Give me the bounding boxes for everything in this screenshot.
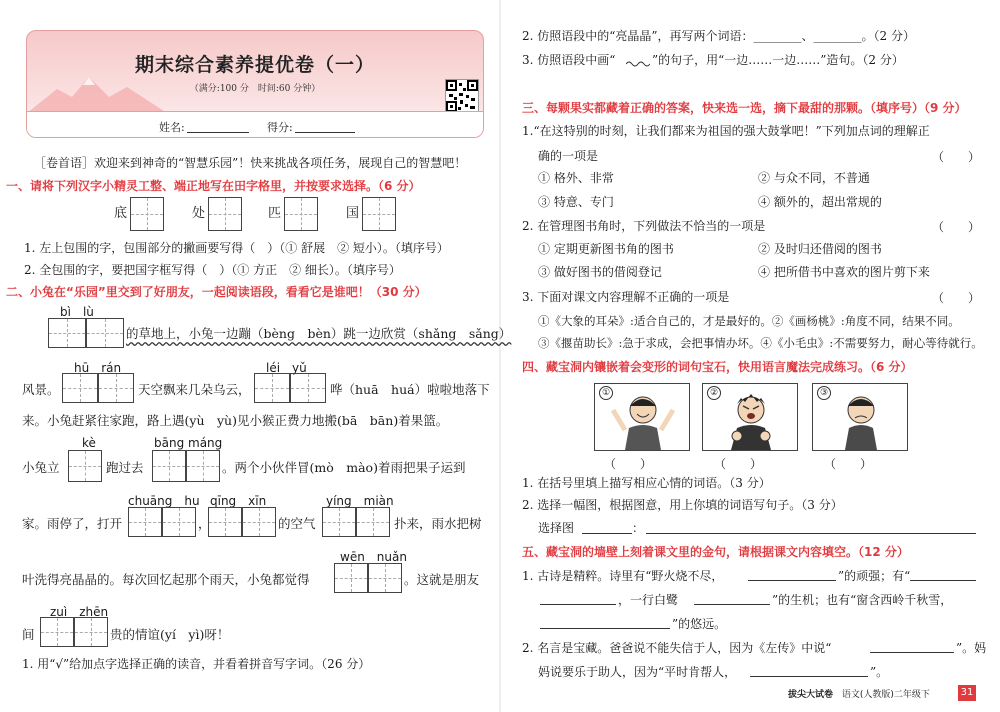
quote-blank-1[interactable]: [870, 652, 954, 653]
tianzige-box[interactable]: [40, 617, 74, 647]
sec5-q2-a: 2. 名言是宝藏。爸爸说不能失信于人，因为《左传》中说“: [522, 641, 832, 655]
tianzige-box[interactable]: [128, 507, 162, 537]
passage-line-4b: 跑过去: [106, 460, 144, 475]
tianzige-box[interactable]: [98, 373, 134, 403]
section-1-title: 一、请将下列汉字小精灵工整、端正地写在田字格里，并按要求选择。（6 分）: [6, 179, 421, 193]
section-3-title: 三、每颗果实都藏着正确的答案，快来选一选，摘下最甜的那颗。（填序号）（9 分）: [522, 101, 967, 115]
footer-subject: 语文(人教版)二年级下: [841, 690, 930, 700]
answer-paren[interactable]: （ ）: [824, 457, 873, 471]
footer-brand: 拔尖大试卷: [788, 690, 834, 700]
tianzige-box[interactable]: [254, 373, 290, 403]
pinyin-yingmian: yíng miàn: [326, 494, 394, 508]
exam-title: 期末综合素养提优卷（一）: [134, 54, 375, 76]
answer-paren[interactable]: （ ）: [932, 150, 981, 164]
page-number: 31: [958, 685, 976, 701]
name-label: 姓名:: [159, 121, 185, 134]
sec3-q3-opt-a: ①《大象的耳朵》:适合自己的，才是最好的。②《画杨桃》:角度不同，结果不同。: [538, 314, 960, 328]
sec5-q1-a: 1. 古诗是精粹。诗里有“野火烧不尽，: [522, 569, 724, 583]
sec4-q2: 2. 选择一幅图，根据图意，用上你填的词语写句子。（3 分）: [522, 498, 843, 512]
poem-blank-1[interactable]: [748, 580, 836, 581]
poem-blank-3[interactable]: [540, 604, 616, 605]
sec2-q2: 2. 仿照语段中的“亮晶晶”，再写两个词语：________、________。（2 分）: [522, 29, 915, 43]
tianzige-box[interactable]: [48, 318, 86, 348]
picture-angry-boy[interactable]: [702, 383, 798, 451]
passage-line-5a: 家。雨停了，打开: [22, 516, 123, 531]
char-pi: 匹: [268, 206, 282, 221]
passage-line-7a: 间: [22, 627, 35, 642]
sec2-q1: 1. 用“√”给加点字选择正确的读音，并看着拼音写字词。（26 分）: [22, 657, 371, 671]
tianzige-box[interactable]: [130, 197, 164, 231]
sec5-q2-c: 妈说要乐于助人，因为“平时肯帮人，: [538, 665, 737, 679]
passage-line-5d: 扑来，雨水把树: [394, 516, 482, 531]
passage-line-6a: 叶洗得亮晶晶的。每次回忆起那个雨天，小兔都觉得: [22, 572, 310, 587]
tianzige-box[interactable]: [290, 373, 326, 403]
tianzige-box[interactable]: [68, 450, 102, 482]
footer: [788, 687, 930, 700]
right-page: [500, 0, 1000, 712]
picture-number: ②: [707, 386, 721, 400]
passage-line-2c: 哗（huā huá）啦啦地落下: [330, 382, 490, 397]
passage-line-4a: 小兔立: [22, 460, 60, 475]
quote-blank-2[interactable]: [750, 676, 868, 677]
sec3-q3-opt-b: ③《揠苗助长》:急于求成，会把事情办坏。④《小毛虫》:不需要努力，耐心等待就行。: [538, 336, 983, 350]
sec3-q3-line: 3. 下面对课文内容理解不正确的一项是: [522, 290, 730, 304]
pinyin-leiyu: léi yǔ: [266, 361, 307, 375]
tianzige-box[interactable]: [186, 450, 220, 482]
sec4-colon: ：: [632, 521, 645, 535]
picture-sad-boy[interactable]: [812, 383, 908, 451]
sec3-q1-opt2: ② 与众不同，不普通: [758, 171, 870, 185]
sec3-q1-line1: 1.“在这特别的时刻，让我们都来为祖国的强大鼓掌吧！”下列加点词的理解正: [522, 124, 930, 138]
sec2-q3-b: ”的句子，用“一边……一边……”造句。（2 分）: [652, 53, 904, 67]
sec1-q1: 1. 左上包围的字，包围部分的撇画要写得（ ）（① 舒展 ② 短小）。（填序号）: [24, 241, 449, 255]
sec3-q2-opt2: ② 及时归还借阅的图书: [758, 242, 882, 256]
sec3-q1-opt3: ③ 特意、专门: [538, 195, 614, 209]
name-input[interactable]: [187, 132, 249, 133]
name-score-bar: [27, 111, 483, 138]
pinyin-chuanghu: chuāng hu: [128, 494, 200, 508]
sec3-q2-opt1: ① 定期更新图书角的图书: [538, 242, 674, 256]
tianzige-box[interactable]: [86, 318, 124, 348]
tianzige-box[interactable]: [284, 197, 318, 231]
picture-choice-input[interactable]: [582, 533, 632, 534]
sentence-input[interactable]: [646, 533, 976, 534]
passage-line-4c: 。两个小伙伴冒(mò mào)着雨把果子运到: [222, 460, 466, 475]
section-4-title: 四、藏宝洞内镶嵌着会变形的词句宝石，快用语言魔法完成练习。（6 分）: [522, 360, 913, 374]
poem-blank-2[interactable]: [910, 580, 976, 581]
pinyin-zuizhen: zuì zhēn: [50, 605, 109, 619]
char-chu: 处: [192, 206, 206, 221]
section-5-title: 五、藏宝洞的墙壁上刻着课文里的金句，请根据课文内容填空。（12 分）: [522, 545, 909, 559]
pinyin-qingxin: qīng xīn: [210, 494, 267, 508]
passage-line-5c: 的空气: [278, 516, 316, 531]
sec2-q3-a: 3. 仿照语段中画“: [522, 53, 616, 67]
tianzige-box[interactable]: [334, 563, 368, 593]
picture-number: ①: [599, 386, 613, 400]
sec3-q1-line2: 确的一项是: [538, 149, 599, 163]
sec3-q2-line: 2. 在管理图书角时，下列做法不恰当的一项是: [522, 219, 766, 233]
sec5-q1-d: ”的生机；也有“窗含西岭千秋雪，: [772, 593, 953, 607]
tianzige-box[interactable]: [162, 507, 196, 537]
char-guo: 国: [346, 206, 360, 221]
score-label: 得分:: [267, 121, 293, 134]
tianzige-box[interactable]: [322, 507, 356, 537]
passage-line-6b: 。这就是朋友: [404, 572, 480, 587]
char-di: 底: [114, 206, 128, 221]
exam-header: [26, 30, 484, 138]
sec4-q1: 1. 在括号里填上描写相应心情的词语。（3 分）: [522, 476, 771, 490]
sec5-q2-d: ”。: [870, 665, 889, 679]
tianzige-box[interactable]: [74, 617, 108, 647]
exam-subtitle: （满分:100 分 时间:60 分钟）: [189, 84, 321, 94]
pinyin-ke: kè: [82, 436, 96, 450]
answer-paren[interactable]: （ ）: [932, 291, 981, 305]
answer-paren[interactable]: （ ）: [932, 220, 981, 234]
picture-happy-boy[interactable]: [594, 383, 690, 451]
tianzige-box[interactable]: [62, 373, 98, 403]
tianzige-box[interactable]: [362, 197, 396, 231]
intro-text: ［卷首语］欢迎来到神奇的“智慧乐园”！快来挑战各项任务，展现自己的智慧吧！: [34, 156, 467, 170]
tianzige-box[interactable]: [208, 197, 242, 231]
tianzige-box[interactable]: [152, 450, 186, 482]
poem-blank-4[interactable]: [694, 604, 770, 605]
passage-line-2a: 风景。: [22, 382, 60, 397]
sec3-q2-opt4: ④ 把所借书中喜欢的图片剪下来: [758, 265, 930, 279]
score-input[interactable]: [295, 132, 355, 133]
passage-line-3: 来。小兔赶紧往家跑，路上遇(yù yù)见小猴正费力地搬(bā bān)着果篮。: [22, 413, 449, 428]
passage-line-2b: 天空飘来几朵乌云，: [138, 382, 251, 397]
tianzige-box[interactable]: [356, 507, 390, 537]
sec1-q2: 2. 全包围的字，要把国字框写得（ ）（① 方正 ② 细长）。（填序号）: [24, 263, 401, 277]
pinyin-wennuan: wēn nuǎn: [340, 550, 407, 564]
tianzige-box[interactable]: [368, 563, 402, 593]
passage-line-5b: ，: [198, 516, 211, 531]
passage-line-7b: 贵的情谊(yí yì)呀！: [110, 627, 230, 642]
sec3-q1-opt4: ④ 额外的，超出常规的: [758, 195, 882, 209]
sec5-q1-b: ”的顽强；有“: [838, 569, 911, 583]
sec5-q1-e: ”的悠远。: [672, 617, 727, 631]
answer-paren[interactable]: （ ）: [714, 457, 763, 471]
sec5-q1-c: ，一行白鹭: [618, 593, 679, 607]
pinyin-huran: hū rán: [74, 361, 122, 375]
tianzige-box[interactable]: [242, 507, 276, 537]
tianzige-box[interactable]: [208, 507, 242, 537]
pinyin-bangmang: bāng máng: [154, 436, 223, 450]
sec3-q2-opt3: ③ 做好图书的借阅登记: [538, 265, 662, 279]
passage-line-1: 的草地上，小兔一边蹦（bèng bèn）跳一边欣赏（shǎng sǎng）: [126, 326, 512, 341]
qr-code-icon[interactable]: [445, 79, 479, 113]
pinyin-bilu: bì lù: [60, 305, 94, 319]
sec3-q1-opt1: ① 格外、非常: [538, 171, 614, 185]
poem-blank-5[interactable]: [540, 628, 670, 629]
sec4-select-label: 选择图: [538, 521, 575, 535]
picture-number: ③: [817, 386, 831, 400]
section-2-title: 二、小兔在“乐园”里交到了好朋友，一起阅读语段，看看它是谁吧！（30 分）: [6, 285, 427, 299]
sec5-q2-b: ”。妈: [956, 641, 987, 655]
answer-paren[interactable]: （ ）: [604, 457, 653, 471]
wavy-line-icon: [626, 60, 650, 68]
